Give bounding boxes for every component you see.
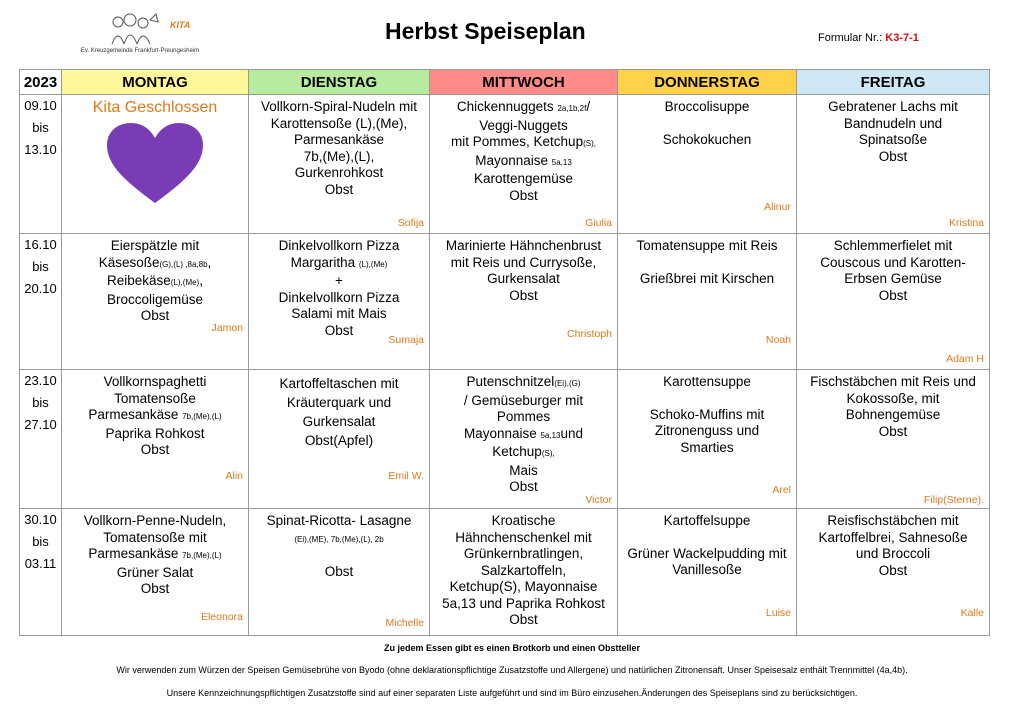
children-drawing-icon — [110, 10, 170, 46]
cook-name: Michelle — [385, 617, 424, 629]
bread-note: Zu jedem Essen gibt es einen Brotkorb und einen Obstteller — [383, 643, 641, 653]
kita-logo — [70, 10, 210, 60]
cook-name: Alinur — [764, 201, 791, 213]
meal-cell-thursday: Kartoffelsuppe Grüner Wackelpudding mit Vanillesoße Luise — [618, 509, 797, 636]
closed-notice: Kita Geschlossen — [92, 99, 218, 116]
seasoning-note: Wir verwenden zum Würzen der Speisen Gemüsebrühe von Byodo (ohne deklarationspflichtige Zusatzstoffe und Allergene) und natürlichen Zitronensaft. Unser Speisesalz enthält Trennmittel (4a,4b). — [116, 665, 908, 675]
meal-cell-wednesday: Marinierte Hähnchenbrust mit Reis und Currysoße, Gurkensalat Obst Christoph — [430, 234, 618, 370]
meal-cell-tuesday: Spinat-Ricotta- Lasagne (Ei),(ME), 7b,(Me),(L), 2b Obst Michelle — [249, 509, 430, 636]
meal-cell-monday: Vollkorn-Penne-Nudeln, Tomatensoße mit Parmesankäse 7b,(Me),(L) Grüner Salat Obst Eleonora — [62, 509, 249, 636]
cook-name: Giulia — [585, 217, 612, 229]
cook-name: Victor — [585, 494, 612, 506]
cook-name: Alin — [225, 470, 243, 482]
form-code: K3-7-1 — [885, 32, 919, 44]
header-monday: MONTAG — [62, 70, 249, 95]
cook-name: Sumaja — [388, 334, 424, 346]
meal-cell-thursday: Tomatensuppe mit Reis Grießbrei mit Kirschen Noah — [618, 234, 797, 370]
form-number: Formular Nr.: K3-7-1 — [818, 32, 919, 44]
kita-lettering: KITA — [170, 20, 191, 30]
meal-cell-monday: Vollkornspaghetti Tomatensoße Parmesankäse 7b,(Me),(L) Paprika Rohkost Obst Alin — [62, 370, 249, 509]
header-year: 2023 — [20, 70, 62, 95]
meal-cell-friday: Fischstäbchen mit Reis und Kokossoße, mit Bohnengemüse Obst Filip(Sterne). — [797, 370, 990, 509]
meal-cell-monday — [62, 95, 249, 234]
meal-cell-friday: Schlemmerfielet mit Couscous und Karotten- Erbsen Gemüse Obst Adam H — [797, 234, 990, 370]
meal-cell-monday: Eierspätzle mit Käsesoße(G),(L) ,8a,8b, Reibekäse(L),(Me), Broccoligemüse Obst Jamon — [62, 234, 249, 370]
week-row — [20, 509, 990, 636]
cook-name: Kalle — [960, 607, 984, 619]
header-thursday: DONNERSTAG — [618, 70, 797, 95]
cook-name: Filip(Sterne). — [923, 494, 984, 506]
page-title: Herbst Speiseplan — [385, 18, 586, 44]
header-tuesday: DIENSTAG — [249, 70, 430, 95]
cook-name: Noah — [765, 334, 791, 346]
meal-cell-friday: Reisfischstäbchen mit Kartoffelbrei, Sahnesoße und Broccoli Obst Kalle — [797, 509, 990, 636]
meal-cell-tuesday: Dinkelvollkorn Pizza Margaritha (L),(Me) + Dinkelvollkorn Pizza Salami mit Mais Obst Sumaja — [249, 234, 430, 370]
meal-cell-thursday: Karottensuppe Schoko-Muffins mit Zitronenguss und Smarties Arel — [618, 370, 797, 509]
week-row — [20, 234, 990, 370]
header-row — [20, 70, 990, 95]
meal-cell-tuesday: Vollkorn-Spiral-Nudeln mit Karottensoße (L),(Me), Parmesankäse 7b,(Me),(L), Gurkenrohkost Obst Sofija — [249, 95, 430, 234]
meal-cell-wednesday: Putenschnitzel(Ei),(G) / Gemüseburger mit Pommes Mayonnaise 5a,13und Ketchup(S), Mais Obst Victor — [430, 370, 618, 509]
header-wednesday: MITTWOCH — [430, 70, 618, 95]
week-dates: 09.10 bis 13.10 — [20, 95, 62, 234]
cook-name: Emil W. — [388, 470, 424, 482]
header-friday: FREITAG — [797, 70, 990, 95]
meal-cell-wednesday: Kroatische Hähnchenschenkel mit Grünkernbratlingen, Salzkartoffeln, Ketchup(S), Mayonnaise 5a,13 und Paprika Rohkost Obst — [430, 509, 618, 636]
cook-name: Jamon — [211, 322, 243, 334]
meal-cell-wednesday: Chickennuggets 2a,1b,2f/ Veggi-Nuggets mit Pommes, Ketchup(S), Mayonnaise 5a,13 Karottengemüse Obst Giulia — [430, 95, 618, 234]
week-dates: 16.10 bis 20.10 — [20, 234, 62, 370]
cook-name: Arel — [772, 484, 791, 496]
meal-cell-thursday: Broccolisuppe Schokokuchen Alinur — [618, 95, 797, 234]
meal-cell-friday: Gebratener Lachs mit Bandnudeln und Spinatsoße Obst Kristina — [797, 95, 990, 234]
meal-cell-tuesday: Kartoffeltaschen mit Kräuterquark und Gurkensalat Obst(Apfel) Emil W. — [249, 370, 430, 509]
cook-name: Eleonora — [200, 611, 243, 623]
week-dates: 30.10 bis 03.11 — [20, 509, 62, 636]
cook-name: Kristina — [948, 217, 984, 229]
week-row — [20, 370, 990, 509]
cook-name: Sofija — [397, 217, 424, 229]
heart-icon — [105, 121, 205, 205]
cook-name: Adam H — [946, 353, 984, 365]
cook-name: Christoph — [567, 328, 612, 340]
cook-name: Luise — [765, 607, 791, 619]
meal-plan-table — [19, 69, 990, 636]
week-row — [20, 95, 990, 234]
additives-note: Unsere Kennzeichnungspflichtigen Zusatzstoffe sind auf einer separaten Liste aufgeführt und sind im Büro einzusehen.Änderungen des Speiseplans sind zu berücksichtigen. — [166, 688, 858, 698]
week-dates: 23.10 bis 27.10 — [20, 370, 62, 509]
org-name: Ev. Kreuzgemeinde Frankfurt-Preungesheim — [80, 48, 200, 54]
